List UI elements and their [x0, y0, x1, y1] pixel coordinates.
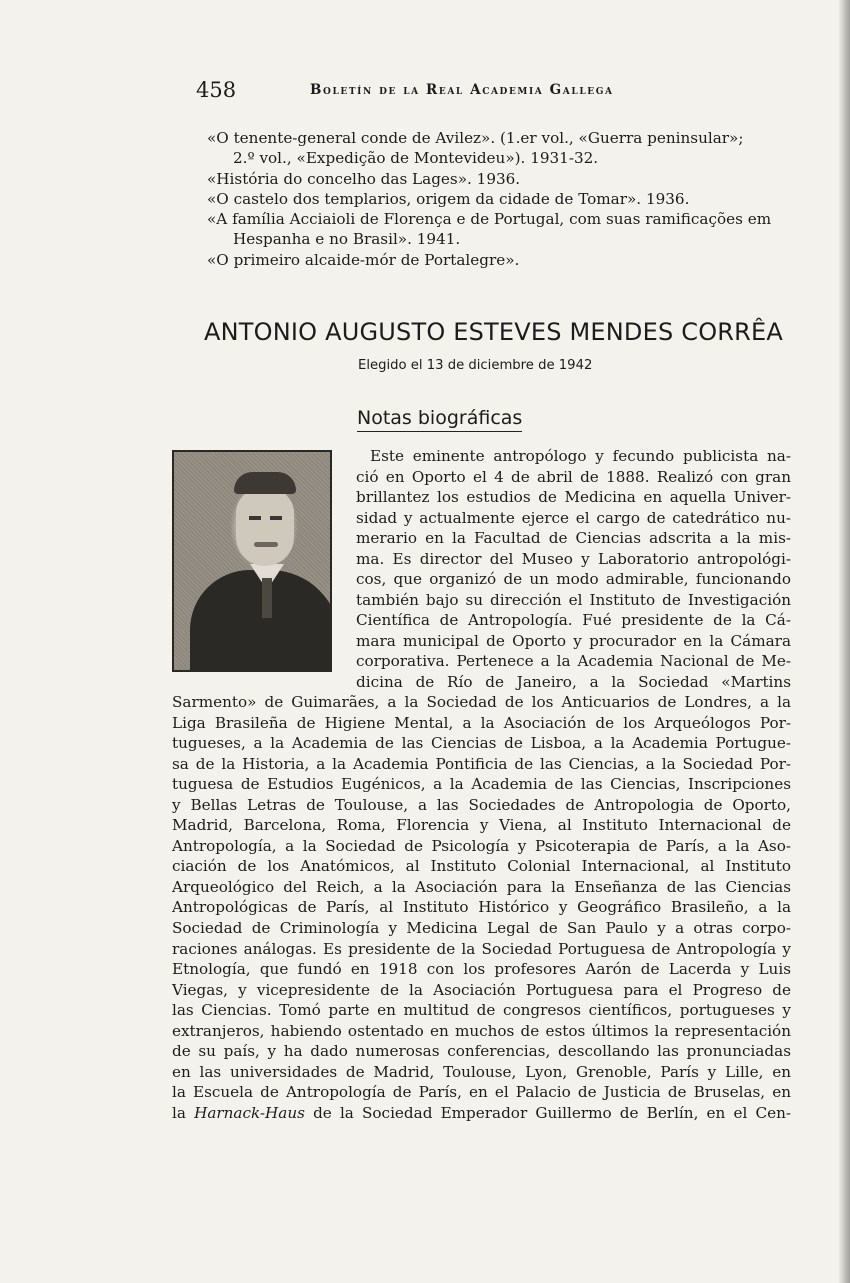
text-line: las Ciencias. Tomó parte en multitud de congresos científicos, portugueses y [172, 1001, 791, 1020]
text-line: sa de la Historia, a la Academia Pontificia de las Ciencias, a la Sociedad Por- [172, 754, 791, 773]
text-line: tugueses, a la Academia de las Ciencias de Lisboa, a la Academia Portugue- [172, 734, 791, 753]
text-line: cos, que organizó de un modo admirable, funcionando [356, 570, 791, 589]
text-line: corporativa. Pertenece a la Academia Nacional de Me- [356, 652, 791, 671]
text-line: ció en Oporto el 4 de abril de 1888. Realizó con gran [356, 467, 791, 486]
text-line: merario en la Facultad de Ciencias adscrita a la mis- [356, 529, 791, 548]
text-line: la Escuela de Antropología de París, en el Palacio de Justicia de Bruselas, en [172, 1083, 791, 1102]
works-list [207, 128, 792, 270]
biography-column [356, 446, 791, 693]
text-line: Antropológicas de París, al Instituto Histórico y Geográfico Brasileño, a la [172, 898, 791, 917]
text-line: Arqueológico del Reich, a la Asociación para la Enseñanza de las Ciencias [172, 877, 791, 896]
text-fragment: de la Sociedad Emperador Guillermo de Berlín, en el Cen- [313, 1103, 791, 1122]
text-fragment: la [172, 1103, 186, 1122]
text-line: ciación de los Anatómicos, al Instituto Colonial Internacional, al Instituto [172, 857, 791, 876]
text-line: en las universidades de Madrid, Toulouse, Lyon, Grenoble, París y Lille, en [172, 1062, 791, 1081]
page-edge-shadow [838, 0, 850, 1283]
portrait-moustache [254, 542, 278, 547]
text-line: sidad y actualmente ejerce el cargo de catedrático nu- [356, 508, 791, 527]
text-line: Sarmento» de Guimarães, a la Sociedad de los Anticuarios de Londres, a la [172, 693, 791, 711]
page-header [196, 78, 792, 104]
portrait-face [236, 488, 294, 566]
works-list-item: «O primeiro alcaide-mór de Portalegre». [207, 250, 520, 269]
text-line: Este eminente antropólogo y fecundo publicista na- [370, 447, 791, 465]
section-heading: Notas biográficas [357, 407, 522, 432]
text-line: Liga Brasileña de Higiene Mental, a la Asociación de los Arqueólogos Por- [172, 713, 791, 732]
running-head: Boletín de la Real Academia Gallega [310, 82, 614, 98]
works-list-item: «A família Acciaioli de Florença e de Portugal, com suas ramificações em Hespanha e no Brasil». 1941. [207, 210, 772, 249]
portrait-eye [249, 516, 261, 520]
text-line: Antropología, a la Sociedad de Psicología y Psicoterapia de París, a la Aso- [172, 836, 791, 855]
text-line-last [172, 1103, 791, 1124]
works-list-item: «O castelo dos templarios, origem da cidade de Tomar». 1936. [207, 189, 690, 208]
portrait-eye [270, 516, 282, 520]
portrait-hair [234, 472, 296, 494]
portrait-coat [190, 570, 332, 672]
text-line: Sociedad de Criminología y Medicina Legal de San Paulo y a otras corpo- [172, 919, 791, 938]
works-list-item: «O tenente-general conde de Avilez». (1.er vol., «Guerra peninsular»; 2.º vol., «Expedição de Montevideu»). 1931-32. [207, 129, 744, 168]
text-line: Madrid, Barcelona, Roma, Florencia y Viena, al Instituto Internacional de [172, 816, 791, 835]
portrait-photo [172, 450, 332, 672]
text-line: brillantez los estudios de Medicina en aquella Univer- [356, 488, 791, 507]
text-line: Viegas, y vicepresidente de la Asociación Portuguesa para el Progreso de [172, 980, 791, 999]
portrait-tie [262, 578, 272, 618]
text-line: Científica de Antropología. Fué presidente de la Cá- [356, 611, 791, 630]
text-line: también bajo su dirección el Instituto de Investigación [356, 590, 791, 609]
page-number: 458 [196, 78, 237, 102]
text-line: dicina de Río de Janeiro, a la Sociedad «Martins [356, 673, 791, 692]
election-date: Elegido el 13 de diciembre de 1942 [358, 358, 593, 373]
academician-name: ANTONIO AUGUSTO ESTEVES MENDES CORRÊA [204, 318, 784, 346]
text-line: de su país, y ha dado numerosas conferencias, descollando las pronunciadas [172, 1042, 791, 1061]
works-list-item: «História do concelho das Lages». 1936. [207, 169, 521, 188]
text-line: extranjeros, habiendo ostentado en muchos de estos últimos la representación [172, 1021, 791, 1040]
text-line: tuguesa de Estudios Eugénicos, a la Academia de las Ciencias, Inscripciones [172, 775, 791, 794]
text-line: ma. Es director del Museo y Laboratorio antropológi- [356, 549, 791, 568]
biography-full-width [172, 692, 791, 1123]
text-line: raciones análogas. Es presidente de la Sociedad Portuguesa de Antropología y [172, 939, 791, 958]
text-line: Etnología, que fundó en 1918 con los profesores Aarón de Lacerda y Luis [172, 960, 791, 979]
italic-institution: Harnack-Haus [194, 1103, 305, 1122]
text-line: mara municipal de Oporto y procurador en la Cámara [356, 631, 791, 650]
text-line: y Bellas Letras de Toulouse, a las Sociedades de Antropologia de Oporto, [172, 795, 791, 814]
